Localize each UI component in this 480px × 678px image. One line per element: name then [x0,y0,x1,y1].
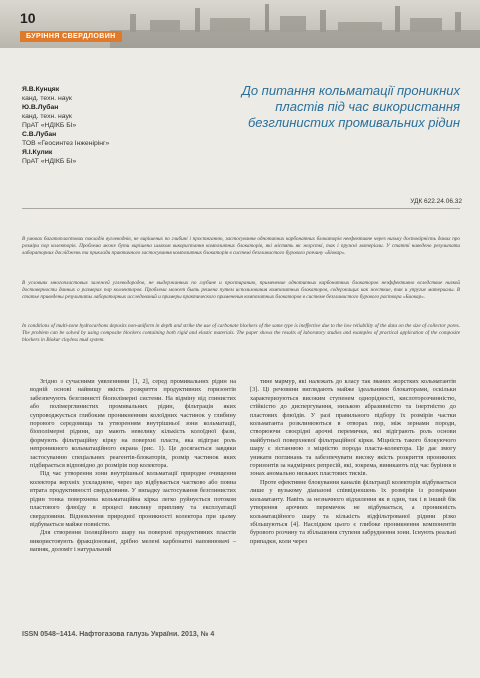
paragraph: Для створення ізоляційного шару на поверхні продуктивних пластів використовують фракціоновані, дрібно мелені карбонатні наповнювачі – вапняк, доломіт і натуральний [30,529,236,554]
body-column-right [250,378,456,546]
udk-code: УДК 622.24.06.32 [410,198,462,205]
divider [22,208,460,209]
body-column-left [30,378,236,555]
author-info: ПрАТ «НДІКБ БІ» [22,158,77,165]
industrial-skyline-image [110,0,480,48]
paragraph: Під час утворення зони внутрішньої кольматації природне очищення колектора верхніх ускладнене, через що відбувається частково або повна втрата продуктивності свердловини. У випадку застосування безглинистих рідин тонка поверхнева кольматаційна кірка легко руйнується потоком пластового флюїду в процесі виклику припливу та експлуатації свердловини. Відновлення природної проникності колектора при цьому відбувається майже повністю. [30,470,236,528]
author-4 [22,148,162,166]
author-name: С.В.Лубан [22,131,57,138]
author-1 [22,85,162,103]
journal-footer: ISSN 0548–1414. Нафтогазова галузь України. 2013, № 4 [22,631,215,638]
author-2 [22,103,162,130]
abstract-russian: В условиях многопластовых залежей углеводородов, не выдержанных по глубине и простиранию, применение однотипных карбонатных блокаторов неэффективно вследствие низкой достоверности данных о размерах пор коллекторов. Проблема может быть решена путем использования композитных блокаторов, содержащих как жесткие, так и упругие материалы. В статье приведены результаты лабораторных исследований и примеры практического применения композитных блокаторов в системе безглинистого бурового раствора «Биокар». [22,280,460,300]
abstract-ukrainian: В умовах багатопластових покладів вуглеводнів, не вирішених по глибині і простяганню, застосування однотипних карбонатних блокаторів неефективне через низьку достовірність даних про розміри пор колекторів. Проблема може бути вирішена шляхом використання композитних блокаторів, які містять як жорсткі, так і пружні матеріали. У статті наведено результати лабораторних досліджень та приклади практичного застосування композитних блокаторів в системі безглинистого бурового розчину «Біокар». [22,236,460,256]
author-info: канд. техн. наук [22,113,72,120]
author-org: ПрАТ «НДІКБ БІ» [22,122,77,129]
paragraph: тине мармур, які належать до класу так званих жорстких кольматантів [3]. Ці речовини виглядають майже ідеальними блокаторами, оскільки характеризуються високим ступенем однорідності, кислоторозчинністю, стійкістю до диспергування, низькою абразивністю та інертністю до пластових флюїдів. У разі правильного підбору їх розмірів частки кольматанта розклинюються в отворах пор, між зернами породи, створюючи своєрідні арочні перемички, які відіграють роль основи майбутньої поверхневої фільтраційної кірки. Міцність такого блокуючого шару є зістаннюю з міцністю порода пласта-колектора. Це дає змогу уникати поглинань та забезпечувати високу якість розкриття проникних горизонтів за надмірних репресій, які, зокрема, виникають під час буріння в зонах аномально низьких пластових тисків. [250,378,456,478]
author-info: канд. техн. наук [22,95,72,102]
abstract-english: In conditions of multi-zone hydrocarbons deposits non-uniform in depth and strike the use of carbonate blockers of the same type is ineffective due to the low reliability of the data on the size of collector pores. The problem can be solved by using composite blockers containing both rigid and elastic materials. The paper shows the results of laboratory studies and examples of practical application of the composite blockers in Biokar clayless mud system. [22,323,460,343]
author-name: Я.І.Кулик [22,149,53,156]
paragraph: Згідно з сучасними уявленнями [1, 2], серед промивальних рідин на водній основі найвищу якість розкриття продуктивних горизонтів забезпечують безглинисті біополімерні системи. На відміну від глинистих або полімерглинистих промивальних рідин, фільтрація яких супроводжується глибоким проникненням колоїдних частинок у глибину порового середовища та утворенням внутрішньої зони кольматації, біополімерні рідини, що мають невелику кількість колоїдної фази, формують фільтраційну кірку на поверхні пласта, яка відіграє роль непроникного кольматаційного екрана (рис. 1). Це досягається завдяки застосуванню спеціальних реагентів-блокаторів, розмір частинок яких підбирається відповідно до розмірів пор колектора. [30,378,236,470]
author-info: ТОВ «Геосинтез Інженірінг» [22,140,110,147]
paragraph: Проте ефективне блокування каналів фільтрації колекторів відбувається лише у вузькому діапазоні співвідношень їх розмірів із розмірами кольматанту. Навіть за незначного відхилення як в один, так і в інший бік утворення арочних перемичок не відбувається, а проникність кольматаційного шару та кількість відфільтрованої рідини різко збільшуються [4]. Наслідком цього є глибоке проникнення компонентів бурового розчину та збільшення ступеня забруднення зони. Існують реальні припадки, коли через [250,478,456,545]
page-number: 10 [20,10,36,26]
authors-block [22,85,162,166]
author-name: Я.В.Кунцяк [22,86,60,93]
author-3 [22,130,162,148]
section-tag: БУРІННЯ СВЕРДЛОВИН [20,31,122,42]
author-name: Ю.В.Лубан [22,104,59,111]
page-header [0,0,480,48]
article-title: До питання кольматації проникних пластів під час використання безглинистих промивальних рідин [241,83,460,130]
